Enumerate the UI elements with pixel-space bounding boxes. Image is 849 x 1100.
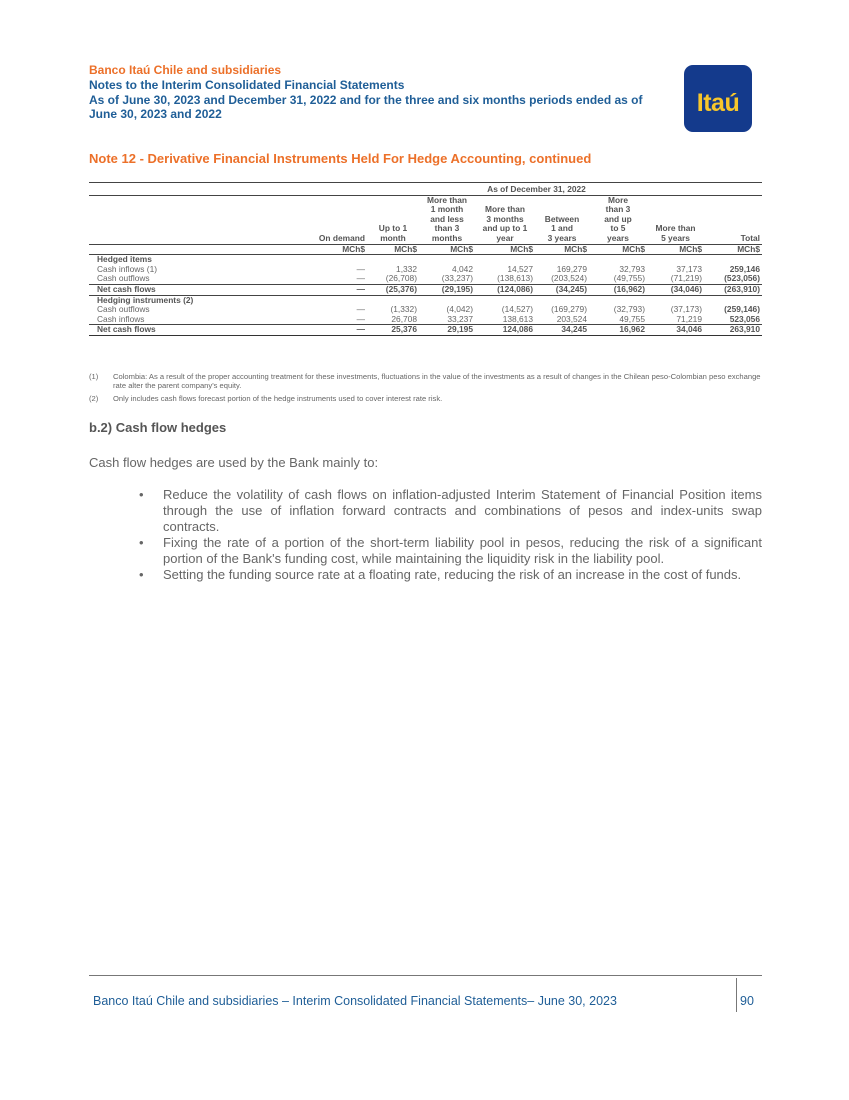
blank-cell — [89, 185, 311, 195]
row-label: Net cash flows — [89, 284, 311, 295]
table-cell: (523,056) — [724, 273, 760, 284]
table-cell: 71,219 — [676, 313, 702, 324]
column-header — [647, 195, 704, 244]
bullet-list — [89, 487, 762, 583]
table-cell: (71,219) — [670, 273, 702, 284]
column-header-line: On demand — [318, 232, 365, 243]
row-label: Cash outflows — [97, 273, 150, 284]
unit-header: MCh$ — [704, 244, 762, 255]
table-cell: (1,332) — [390, 304, 417, 315]
table-cell: (14,527) — [501, 304, 533, 315]
table-cell: (25,376) — [367, 284, 419, 295]
page-number: 90 — [740, 994, 754, 1008]
table-cell: 14,527 — [507, 263, 533, 274]
cash-flow-table — [89, 182, 762, 336]
footer-vertical-divider — [736, 978, 737, 1012]
footnote-number: (1) — [89, 372, 99, 381]
column-header-line: month — [380, 232, 406, 243]
unit-header: MCh$ — [311, 244, 367, 255]
footnote-text: Colombia: As a result of the proper accounting treatment for these investments, fluctuations in the value of the investments as a result of changes in the Chilean peso-Colombian peso exchange rate alter the parent company's equity. — [113, 372, 761, 391]
column-header-line: 1 month — [430, 204, 464, 215]
footnote-number: (2) — [89, 394, 99, 403]
table-cell: (33,237) — [441, 273, 473, 284]
table-cell: (49,755) — [613, 273, 645, 284]
section-row — [89, 255, 762, 265]
footer-divider — [89, 975, 762, 976]
column-header-line: More — [607, 194, 628, 205]
table-cell: 203,524 — [556, 313, 587, 324]
column-header — [419, 195, 475, 244]
section-row — [89, 295, 762, 305]
row-label: Cash inflows — [97, 313, 145, 324]
net-cash-flows-row — [89, 284, 762, 295]
column-header-line: to 5 — [610, 223, 626, 234]
footnote-text: Only includes cash flows forecast portion of the hedge instruments used to cover interest rate risk. — [113, 394, 443, 403]
column-header — [311, 195, 367, 244]
table-cell: (138,613) — [497, 273, 533, 284]
table-cell: 4,042 — [452, 263, 473, 274]
column-header-line: months — [431, 232, 463, 243]
table-cell: 34,245 — [535, 325, 589, 336]
bullet-icon: • — [139, 567, 144, 582]
column-header-line: years — [607, 232, 629, 243]
table-cell: (263,910) — [704, 284, 762, 295]
column-header-line: and less — [430, 213, 464, 224]
table-cell: — — [311, 325, 367, 336]
column-header-line: and up to 1 — [482, 223, 528, 234]
bullet-icon: • — [139, 535, 144, 550]
table-cell: (203,524) — [551, 273, 587, 284]
table-cell: (259,146) — [724, 304, 760, 315]
table-cell: (124,086) — [475, 284, 535, 295]
units-row — [89, 244, 762, 255]
footnote-1 — [89, 372, 762, 392]
table-cell: (16,962) — [589, 284, 647, 295]
table-cell: (34,046) — [647, 284, 704, 295]
table-cell: 37,173 — [676, 263, 702, 274]
table-cell: (32,793) — [613, 304, 645, 315]
bullet-text: Fixing the rate of a portion of the short-term liability pool in pesos, reducing the risk of a significant portion of the Bank's funding cost, while maintaining the liquidity risk in the liability pool. — [163, 535, 762, 566]
table-cell: 124,086 — [475, 325, 535, 336]
column-header — [535, 195, 589, 244]
intro-paragraph: Cash flow hedges are used by the Bank mainly to: — [89, 455, 379, 470]
period-row — [89, 185, 762, 195]
table-cell: 29,195 — [419, 325, 475, 336]
column-header — [367, 195, 419, 244]
itau-logo — [684, 65, 752, 132]
blank-cell — [89, 244, 311, 255]
footnote-2 — [89, 394, 762, 404]
table-cell: (34,245) — [535, 284, 589, 295]
table-cell: 25,376 — [367, 325, 419, 336]
table-cell: (26,708) — [385, 273, 417, 284]
table-cell: 263,910 — [704, 325, 762, 336]
table-cell: — — [356, 304, 365, 315]
bullet-icon: • — [139, 487, 144, 502]
column-header-line: and up — [604, 213, 632, 224]
unit-header: MCh$ — [589, 244, 647, 255]
table-cell: 32,793 — [619, 263, 645, 274]
row-label: Cash outflows — [97, 304, 150, 315]
bullet-item — [89, 535, 762, 567]
row-label: Cash inflows (1) — [97, 263, 158, 274]
column-header-line: year — [496, 232, 514, 243]
table-cell: 34,046 — [647, 325, 704, 336]
company-heading: Banco Itaú Chile and subsidiaries — [89, 63, 282, 77]
row-label: Net cash flows — [89, 325, 311, 336]
column-header-line: 3 months — [486, 213, 524, 224]
header-line-3: June 30, 2023 and 2022 — [89, 107, 222, 121]
table-cell: 523,056 — [729, 313, 760, 324]
logo-text: Itaú — [696, 89, 740, 117]
table-row — [89, 265, 762, 275]
table-cell: — — [356, 313, 365, 324]
bullet-item — [89, 567, 762, 583]
column-header-row — [89, 195, 762, 244]
table-row — [89, 305, 762, 315]
table-cell: 259,146 — [729, 263, 760, 274]
section-title: Hedging instruments (2) — [97, 294, 194, 305]
column-header-line: Total — [740, 232, 760, 243]
note-title: Note 12 - Derivative Financial Instruments Held For Hedge Accounting, continued — [89, 151, 592, 166]
table-cell: (169,279) — [551, 304, 587, 315]
section-title: Hedged items — [97, 254, 152, 265]
table-row — [89, 274, 762, 284]
unit-header: MCh$ — [419, 244, 475, 255]
header-line-1: Notes to the Interim Consolidated Financial Statements — [89, 78, 405, 92]
table-cell: (37,173) — [670, 304, 702, 315]
table-cell: 33,237 — [447, 313, 473, 324]
column-header-line: 3 years — [547, 232, 577, 243]
bullet-text: Setting the funding source rate at a floating rate, reducing the risk of an increase in the cost of funds. — [163, 567, 742, 582]
column-header-line: Between — [544, 213, 580, 224]
table-cell: 138,613 — [502, 313, 533, 324]
table-cell: — — [311, 284, 367, 295]
column-header-line: than 3 — [605, 204, 631, 215]
unit-header: MCh$ — [647, 244, 704, 255]
unit-header: MCh$ — [367, 244, 419, 255]
column-header-line: More than — [655, 223, 696, 234]
bullet-text: Reduce the volatility of cash flows on inflation-adjusted Interim Statement of Financial Position items through the use of inflation forward contracts and combinations of pesos and index-units swap contracts. — [163, 487, 762, 534]
column-header-line: More than — [484, 204, 525, 215]
table-cell: 26,708 — [391, 313, 417, 324]
column-header-line: than 3 — [434, 223, 460, 234]
table-cell: 1,332 — [396, 263, 417, 274]
unit-header: MCh$ — [475, 244, 535, 255]
column-header-line: Up to 1 — [378, 223, 408, 234]
table-cell: 49,755 — [619, 313, 645, 324]
column-header — [475, 195, 535, 244]
unit-header: MCh$ — [535, 244, 589, 255]
column-header — [704, 195, 762, 244]
header-line-2: As of June 30, 2023 and December 31, 2022 and for the three and six months periods ended as of — [89, 93, 643, 107]
section-subheading: b.2) Cash flow hedges — [89, 420, 227, 435]
blank-cell — [89, 195, 311, 244]
net-cash-flows-row — [89, 325, 762, 336]
column-header — [589, 195, 647, 244]
table-cell: (4,042) — [446, 304, 473, 315]
column-header-line: More than — [426, 194, 467, 205]
period-header: As of December 31, 2022 — [311, 185, 762, 195]
table-cell: 16,962 — [589, 325, 647, 336]
footer-text: Banco Itaú Chile and subsidiaries – Interim Consolidated Financial Statements– June 30, 2023 — [93, 994, 617, 1008]
table-cell: — — [356, 273, 365, 284]
bullet-item — [89, 487, 762, 535]
table-cell: (29,195) — [419, 284, 475, 295]
column-header-line: 5 years — [661, 232, 690, 243]
table-cell: — — [356, 263, 365, 274]
table-row — [89, 315, 762, 325]
table-cell: 169,279 — [556, 263, 587, 274]
column-header-line: 1 and — [551, 223, 573, 234]
